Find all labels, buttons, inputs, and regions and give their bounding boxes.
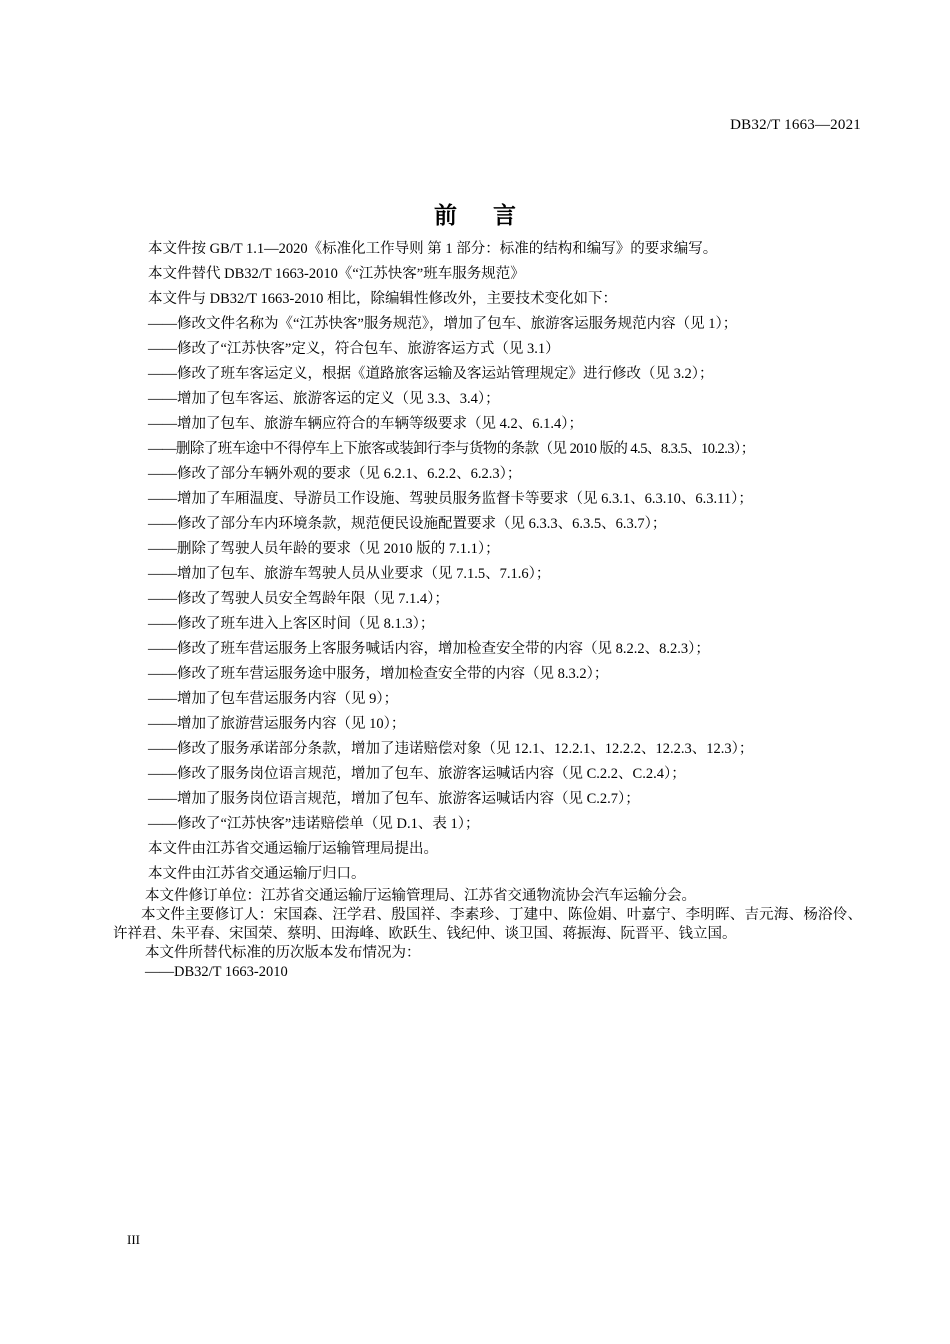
standard-code: DB32/T 1663—2021	[730, 117, 861, 133]
page-title: 前言	[434, 203, 552, 229]
change-item: ——增加了包车客运、旅游客运的定义（见 3.3、3.4）；	[148, 391, 500, 407]
change-item: ——增加了包车营运服务内容（见 9）；	[148, 691, 399, 707]
change-item: ——修改了班车客运定义，根据《道路旅客运输及客运站管理规定》进行修改（见 3.2）；	[148, 366, 714, 382]
drafters: 本文件主要修订人：宋国森、汪学君、殷国祥、李素珍、丁建中、陈俭娟、叶嘉宁、李明晖、吉元海、杨浴伶、许祥君、朱平春、宋国荣、蔡明、田海峰、欧跃生、钱纪仲、谈卫国、蒋振海、阮晋平、钱立国。	[113, 907, 862, 942]
change-item: ——修改了班车进入上客区时间（见 8.1.3）；	[148, 616, 435, 632]
foreword-tail	[113, 887, 862, 982]
change-item: ——修改了服务岗位语言规范，增加了包车、旅游客运喊话内容（见 C.2.2、C.2.4）；	[148, 766, 686, 782]
change-item: ——增加了车厢温度、导游员工作设施、驾驶员服务监督卡等要求（见 6.3.1、6.3.10、6.3.11）；	[148, 491, 753, 507]
change-item: ——修改了驾驶人员安全驾龄年限（见 7.1.4）；	[148, 591, 449, 607]
history-intro: 本文件所替代标准的历次版本发布情况为：	[145, 945, 421, 961]
change-item: ——修改了部分车辆外观的要求（见 6.2.1、6.2.2、6.2.3）；	[148, 466, 522, 482]
intro-paragraph: 本文件与 DB32/T 1663-2010 相比，除编辑性修改外，主要技术变化如下：	[148, 291, 617, 307]
change-item: ——修改了班车营运服务上客服务喊话内容，增加检查安全带的内容（见 8.2.2、8.2.3）；	[148, 641, 710, 657]
change-item: ——修改了班车营运服务途中服务，增加检查安全带的内容（见 8.3.2）；	[148, 666, 609, 682]
intro-paragraph: 本文件按 GB/T 1.1—2020《标准化工作导则 第 1 部分：标准的结构和编写》的要求编写。	[148, 241, 718, 257]
change-item: ——修改了部分车内环境条款，规范便民设施配置要求（见 6.3.3、6.3.5、6.3.7）；	[148, 516, 667, 532]
managed-by: 本文件由江苏省交通运输厅归口。	[148, 866, 366, 882]
change-item: ——修改了“江苏快客”定义，符合包车、旅游客运方式（见 3.1）	[148, 341, 560, 357]
history-item: ——DB32/T 1663-2010	[145, 964, 288, 980]
foreword-body	[117, 237, 862, 887]
change-item: ——增加了包车、旅游车驾驶人员从业要求（见 7.1.5、7.1.6）；	[148, 566, 551, 582]
change-item: ——删除了驾驶人员年龄的要求（见 2010 版的 7.1.1）；	[148, 541, 500, 557]
change-item: ——修改了“江苏快客”违诺赔偿单（见 D.1、表 1）；	[148, 816, 480, 832]
change-item: ——修改了服务承诺部分条款，增加了违诺赔偿对象（见 12.1、12.2.1、12.2.2、12.2.3、12.3）；	[148, 741, 754, 757]
change-item: ——增加了服务岗位语言规范，增加了包车、旅游客运喊话内容（见 C.2.7）；	[148, 791, 640, 807]
page-number: III	[127, 1232, 140, 1247]
proposed-by: 本文件由江苏省交通运输厅运输管理局提出。	[148, 841, 438, 857]
change-item: ——删除了班车途中不得停车上下旅客或装卸行李与货物的条款（见 2010 版的 4.5、8.3.5、10.2.3）；	[148, 441, 755, 457]
change-item: ——增加了旅游营运服务内容（见 10）；	[148, 716, 406, 732]
change-item: ——修改文件名称为《“江苏快客”服务规范》，增加了包车、旅游客运服务规范内容（见 1）；	[148, 316, 738, 332]
drafting-units: 本文件修订单位：江苏省交通运输厅运输管理局、江苏省交通物流协会汽车运输分会。	[145, 888, 696, 904]
intro-paragraph: 本文件替代 DB32/T 1663-2010《“江苏快客”班车服务规范》	[148, 266, 525, 282]
change-item: ——增加了包车、旅游车辆应符合的车辆等级要求（见 4.2、6.1.4）；	[148, 416, 583, 432]
